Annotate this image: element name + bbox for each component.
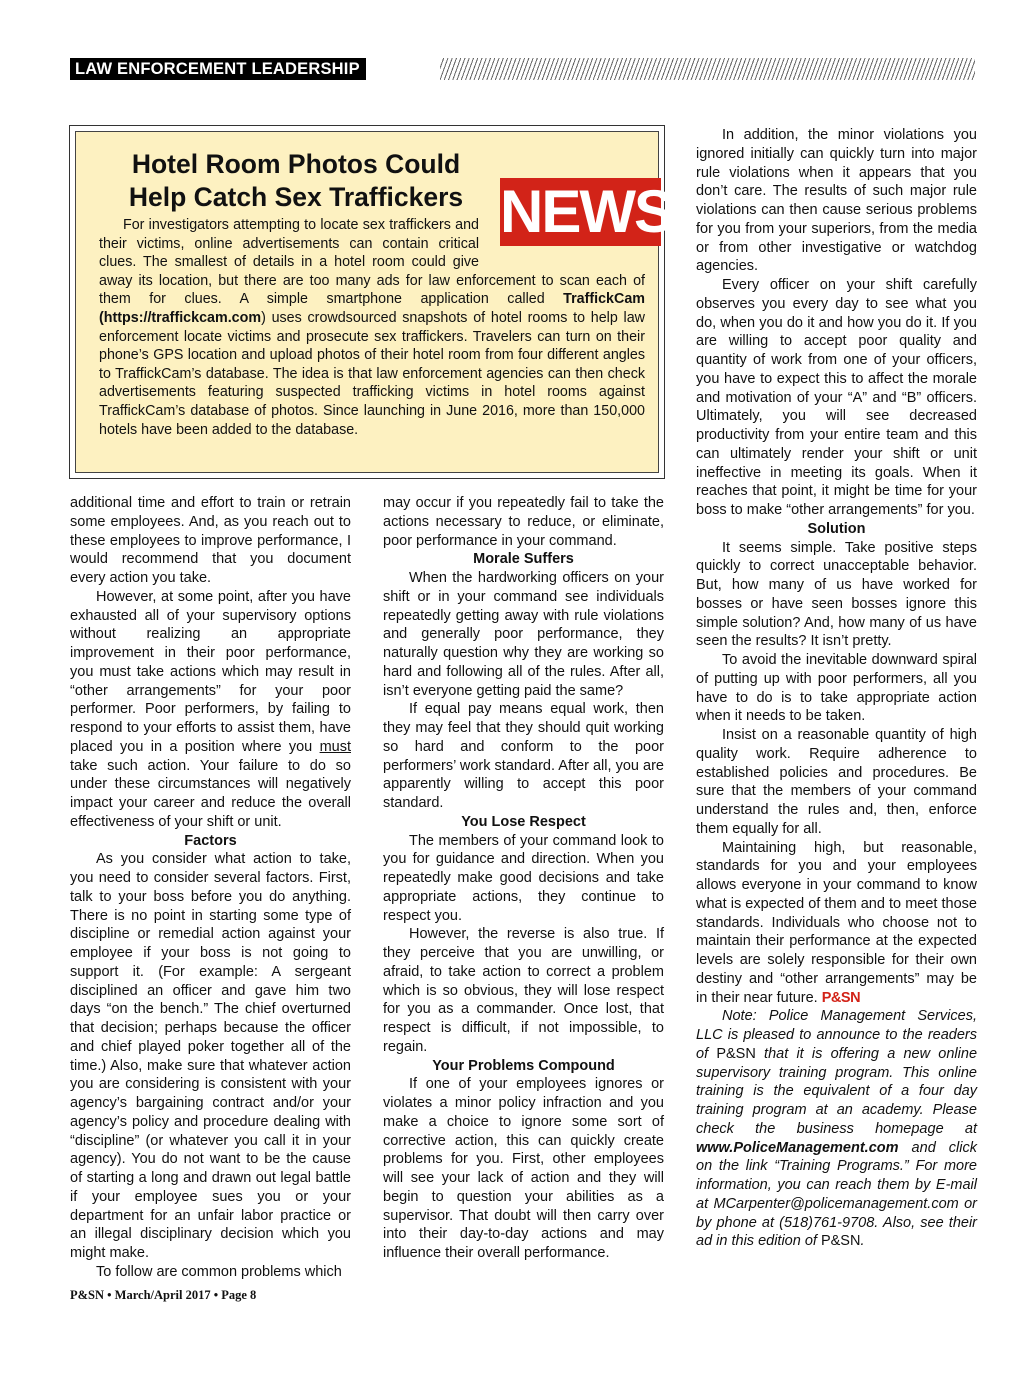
note-label: Note: — [722, 1008, 757, 1025]
note-text: that it is offering a new online supervisory training program. This online training is the equivalent of a four day training program at an academy. Please check the business homepage at — [696, 1045, 978, 1137]
news-sidebar-box — [69, 125, 672, 479]
news-body-rest: ) uses crowdsourced snapshots of hotel rooms to help law enforcement locate victims and prosecute sex traffickers. Travelers can turn on their phone’s GPS location and upload photos of their hotel room from four different angles to TraffickCam’s database. The idea is that law enforcement agencies can then check advertisements featuring suspected trafficking victims in hotel rooms against TraffickCam’s database of photos. Since launching in June 2016, more than 150,000 hotels have been added to the database. — [99, 309, 645, 438]
news-sidebar-inner — [75, 131, 672, 473]
news-body — [99, 216, 645, 439]
subheading-you-lose-respect: You Lose Respect — [461, 813, 586, 830]
subheading-morale-suffers: Morale Suffers — [473, 551, 574, 568]
subheading-factors: Factors — [184, 832, 237, 849]
paragraph: When the hardworking officers on your shift or in your command see individuals repeatedly getting away with rule violations and generally poor performance, they naturally question why they are working so hard and following all of the rules. After all, isn’t everyone getting paid the same? — [383, 570, 664, 699]
paragraph: Insist on a reasonable quantity of high quality work. Require adherence to established policies and procedures. Be sure that the members of your command understand the rules and, then, enforce them equally for all. — [696, 727, 977, 837]
paragraph: It seems simple. Take positive steps quickly to correct unacceptable behavior. But, how many of us have worked for bosses or have seen bosses ignore this simple solution? And, how many of us have seen the results? It isn’t pretty. — [696, 539, 977, 650]
paragraph-text: take such action. Your failure to do so under these circumstances will negatively impact your career and reduce the overall effectiveness of your shift or unit. — [70, 757, 351, 830]
paragraph: Every officer on your shift carefully observes you every day to see what you do, when you do it and how you do it. If you are willing to accept poor quality and quantity of work from one of your officers, you have to expect this to affect the morale and motivation of your “A” and “B” officers. Ultimately, you will see decreased productivity from your entire team and this can ultimately render your shift or unit ineffective in meeting its goals. When it reaches that point, it might be time for your boss to make “other arrangements” for you. — [696, 277, 977, 518]
section-header — [70, 58, 975, 80]
paragraph: To follow are common problems which — [96, 1263, 342, 1280]
paragraph: As you consider what action to take, you need to consider several factors. First, talk to your boss before you do anything. There is no point in starting some type of discipline or remedial action against your employee if your boss is not going to support it. (For example: A sergeant disciplined an officer and gave him two days “on the bench.” The chief overturned that decision; perhaps because the officer and chief played poker together all of the time.) Also, make sure that whatever action you are considering is consistent with your agency’s bargaining contract and/or your agency’s policy and procedure dealing with “discipline” (or whatever you call it in your agency). You do not want to be the cause of starting a long and drawn out legal battle if your employee sues you or your department for an unfair labor practice or an illegal disciplinary decision which you might make. — [70, 851, 351, 1261]
emphasis-must: must — [319, 738, 351, 755]
article-column-3 — [696, 126, 977, 1251]
subheading-solution: Solution — [807, 520, 866, 537]
paragraph — [70, 588, 351, 832]
paragraph: The members of your command look to you for guidance and direction. When you repeatedly make good decisions and take appropriate actions, they continue to respect you. — [383, 832, 664, 924]
news-app-name: TraffickCam — [563, 291, 645, 308]
news-headline — [96, 148, 496, 214]
news-link-open: ( — [99, 309, 104, 326]
note-text: and click on the link “Training Programs.” For more information, you can reach them by E-mail at MCarpenter@policemanagement.com or by phone at (518)761-9708. Also, see their ad in this edition of — [696, 1139, 977, 1250]
news-headline-line2: Help Catch Sex Traffickers — [128, 182, 464, 212]
paragraph: If one of your employees ignores or violates a minor policy infraction and you make a choice to ignore some sort of corrective action, this can quickly create problems for you. First, other employees will see your lack of action and they will begin to question your abilities as a supervisor. That doubt will then carry over into their day-to-day actions and may influence their overall performance. — [383, 1076, 664, 1261]
subheading-problems-compound: Your Problems Compound — [432, 1057, 615, 1074]
news-badge-logo: NEWS — [500, 178, 672, 245]
section-label: LAW ENFORCEMENT LEADERSHIP — [70, 58, 366, 80]
editor-note — [696, 1007, 977, 1251]
paragraph: However, the reverse is also true. If they perceive that you are unwilling, or afraid, to take action to correct a problem which is so obvious, they will lose respect for you as a commander. Once lost, that respect is difficult, if not impossible, to regain. — [383, 926, 664, 1055]
note-text: . — [860, 1233, 865, 1250]
publication-name: P&SN — [716, 1045, 756, 1062]
news-body-intro: For investigators attempting to locate sex traffickers and their victims, online advertisements can contain critical clues. The smallest of details in a hotel room could give away its location, but there are too many ads for law enforcement to scan each of them for clues. A simple smartphone application called — [99, 217, 645, 308]
paragraph-text: However, at some point, after you have exhausted all of your supervisory options without realizing an appropriate improvement in their poor performance, you must take actions which may result in “other arrangements” for your poor performer. Poor performers, by failing to respond to your efforts to assist them, have placed you in a position where you — [70, 588, 351, 755]
website-link[interactable]: www.PoliceManagement.com — [696, 1139, 899, 1156]
news-headline-line1: Hotel Room Photos Could — [131, 149, 461, 179]
paragraph — [696, 839, 977, 1008]
news-app-link[interactable]: https://traffickcam.com — [103, 309, 262, 326]
article-column-1 — [70, 494, 351, 1282]
news-badge-spacer — [479, 216, 645, 262]
publication-name: P&SN — [820, 1233, 861, 1250]
page-footer: P&SN • March/April 2017 • Page 8 — [70, 1288, 257, 1302]
paragraph: In addition, the minor violations you ignored initially can quickly turn into major rule violations when it appears that you don’t care. The results of such major rule violations can then cause serious problems for you from your superiors, from the media or from other investigative or watchdog agencies. — [696, 127, 977, 275]
note-text: Police Management Services, LLC is pleased to announce to the readers of — [696, 1008, 977, 1062]
end-mark-logo: P&SN — [821, 989, 861, 1006]
article-column-2 — [383, 494, 664, 1263]
paragraph: additional time and effort to train or retrain some employees. And, as you reach out to these employees to improve performance, I would recommend that you document every action you take. — [70, 495, 351, 586]
paragraph: To avoid the inevitable downward spiral of putting up with poor performers, all you have to do is to take appropriate action when it needs to be taken. — [696, 652, 977, 725]
paragraph: may occur if you repeatedly fail to take the actions necessary to reduce, or eliminate, poor performance in your command. — [383, 495, 664, 549]
paragraph: If equal pay means equal work, then they may feel that they should quit working so hard and conform to the poor performers’ work standard. After all, you are apparently willing to accept this poor standard. — [383, 701, 664, 811]
header-hatch-decoration — [440, 58, 975, 80]
paragraph-text: Maintaining high, but reasonable, standards for you and your employees allows everyone in your command to know what is expected of them and to meet those standards. Individuals who choose not to maintain their performance at the expected levels are solely responsible for their own destiny and “other arrangements” may be in their near future. — [696, 839, 977, 1006]
